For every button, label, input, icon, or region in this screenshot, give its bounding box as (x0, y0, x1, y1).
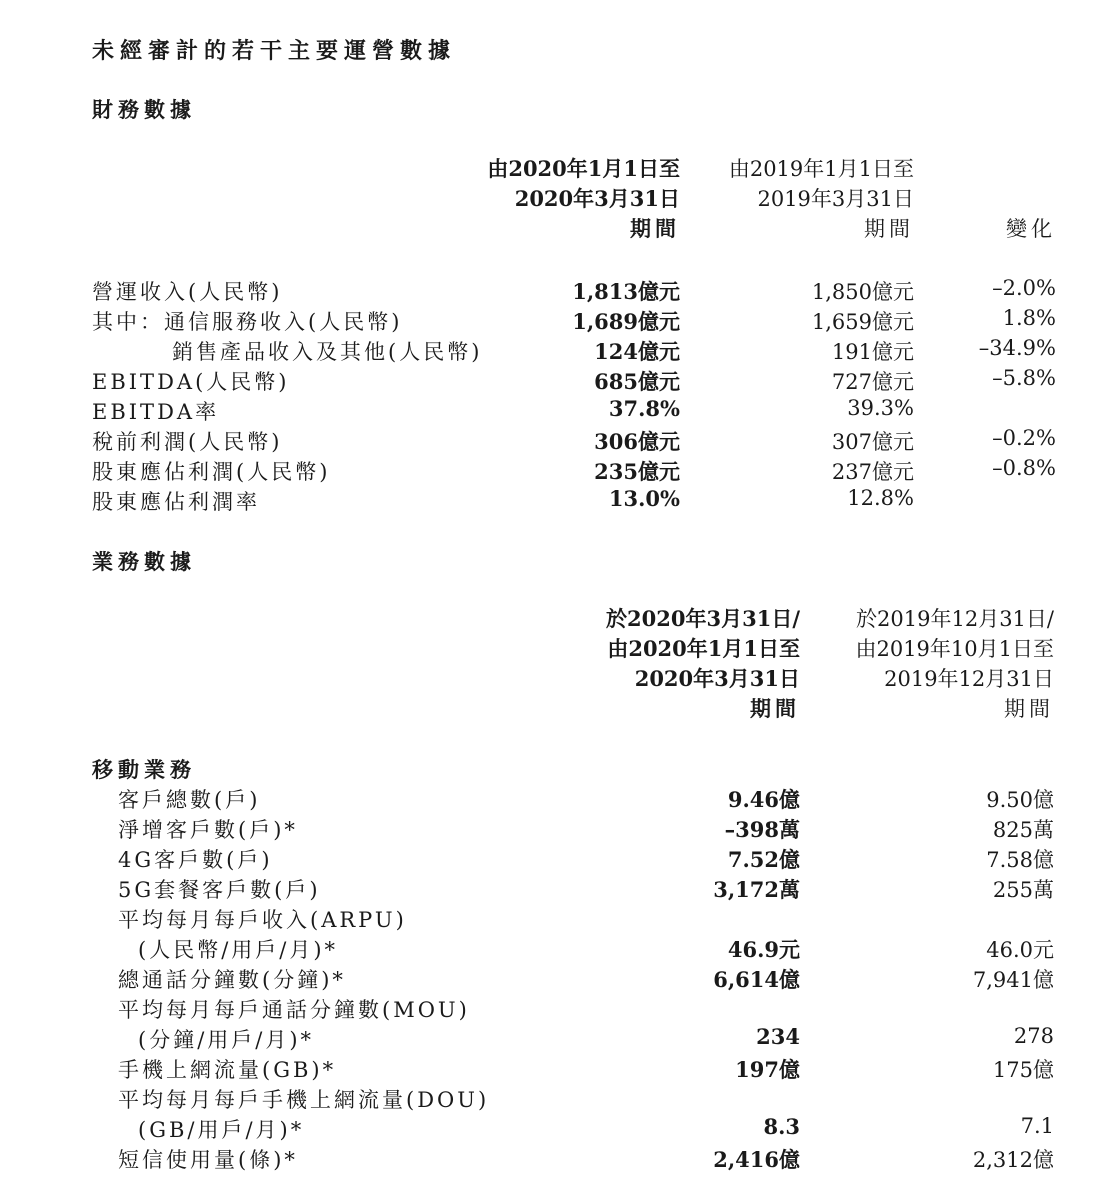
business-row-previous-value: 7.58億 (986, 848, 1054, 872)
financial-row-change: –5.8% (992, 366, 1056, 390)
business-row-label: 短信使用量(條)* (118, 1148, 298, 1172)
financial-header-2019-line1: 由2019年1月1日至 (728, 157, 914, 181)
financial-row-2020-value: 306億元 (594, 429, 680, 454)
business-row-previous-value: 46.0元 (986, 938, 1054, 962)
business-row-current-value: 8.3 (763, 1114, 800, 1139)
page-title: 未經審計的若干主要運營數據 (92, 38, 457, 64)
business-row-previous-value: 255萬 (992, 878, 1054, 902)
financial-row-label: 股東應佔利潤(人民幣) (92, 460, 331, 484)
financial-row-2019-value: 1,659億元 (811, 310, 914, 334)
business-row-current-value: –398萬 (724, 817, 800, 842)
business-heading: 業務數據 (92, 549, 196, 574)
financial-row-change: –0.8% (992, 456, 1056, 480)
business-row-label: 4G客戶數(戶) (118, 848, 273, 872)
financial-row-change: –2.0% (992, 276, 1056, 300)
business-header-previous-line4: 期間 (1004, 697, 1054, 721)
financial-row-label: 營運收入(人民幣) (92, 280, 283, 304)
business-row-current-value: 234 (756, 1024, 800, 1049)
financial-row-2019-value: 191億元 (831, 340, 914, 364)
business-row-previous-value: 9.50億 (986, 788, 1054, 812)
business-row-label: 平均每月每戶收入(ARPU) (118, 908, 407, 932)
financial-row-2020-value: 1,813億元 (572, 279, 680, 304)
business-row-label: 淨增客戶數(戶)* (118, 818, 298, 842)
business-header-previous (855, 604, 1054, 724)
financial-header-2019-line3: 期間 (864, 217, 914, 241)
business-header-current-line3: 2020年3月31日 (634, 666, 800, 691)
financial-row-2020-value: 1,689億元 (572, 309, 680, 334)
financial-row-label: 其中：通信服務收入(人民幣) (92, 310, 403, 334)
financial-row-2020-value: 235億元 (594, 459, 680, 484)
business-row-current-value: 9.46億 (727, 787, 800, 812)
business-row-label: 平均每月每戶通話分鐘數(MOU) (118, 998, 470, 1022)
financial-header-2019 (729, 154, 914, 244)
business-row-previous-value: 2,312億 (972, 1148, 1054, 1172)
business-row-label: 5G套餐客戶數(戶) (118, 878, 321, 902)
business-header-previous-line2: 由2019年10月1日至 (855, 637, 1054, 661)
financial-header-2020-line3: 期間 (630, 216, 680, 241)
business-row-label: 手機上網流量(GB)* (118, 1058, 337, 1082)
business-row-current-value: 46.9元 (727, 937, 800, 962)
financial-header-2020-line1: 由2020年1月1日至 (487, 156, 680, 181)
financial-row-2020-value: 13.0% (608, 486, 680, 511)
business-row-current-value: 2,416億 (713, 1147, 800, 1172)
business-row-label: (GB/用戶/月)* (138, 1118, 305, 1142)
financial-row-label: EBITDA率 (92, 400, 220, 424)
business-row-label: 客戶總數(戶) (118, 788, 261, 812)
business-row-current-value: 3,172萬 (713, 877, 800, 902)
financial-row-label: 股東應佔利潤率 (92, 490, 260, 514)
business-row-previous-value: 825萬 (992, 818, 1054, 842)
business-header-current (606, 604, 800, 724)
financial-heading: 財務數據 (92, 97, 196, 122)
business-header-current-line4: 期間 (750, 696, 800, 721)
financial-row-label: 稅前利潤(人民幣) (92, 430, 283, 454)
financial-row-2019-value: 12.8% (847, 486, 914, 510)
financial-row-change: –0.2% (992, 426, 1056, 450)
financial-row-2020-value: 37.8% (608, 396, 680, 421)
financial-header-2019-line2: 2019年3月31日 (757, 187, 914, 211)
financial-row-2020-value: 685億元 (594, 369, 680, 394)
business-row-previous-value: 278 (1013, 1024, 1054, 1048)
business-row-current-value: 197億 (735, 1057, 800, 1082)
financial-header-2020 (487, 154, 680, 244)
financial-header-change: 變化 (1006, 217, 1056, 241)
business-row-label: (人民幣/用戶/月)* (138, 938, 339, 962)
financial-row-2019-value: 1,850億元 (811, 280, 914, 304)
business-header-current-line2: 由2020年1月1日至 (607, 636, 800, 661)
business-header-current-line1: 於2020年3月31日/ (606, 606, 800, 631)
financial-row-2019-value: 307億元 (831, 430, 914, 454)
financial-row-2019-value: 237億元 (831, 460, 914, 484)
financial-row-2019-value: 727億元 (831, 370, 914, 394)
business-row-current-value: 7.52億 (727, 847, 800, 872)
business-row-label: 總通話分鐘數(分鐘)* (118, 968, 346, 992)
financial-row-2019-value: 39.3% (847, 396, 914, 420)
financial-row-change: –34.9% (978, 336, 1056, 360)
business-row-label: 平均每月每戶手機上網流量(DOU) (118, 1088, 490, 1112)
business-header-previous-line3: 2019年12月31日 (884, 667, 1054, 691)
business-row-current-value: 6,614億 (713, 967, 800, 992)
mobile-business-heading: 移動業務 (92, 757, 196, 782)
financial-row-change: 1.8% (1002, 306, 1056, 330)
financial-row-label: 銷售產品收入及其他(人民幣) (172, 340, 483, 364)
financial-header-2020-line2: 2020年3月31日 (514, 186, 680, 211)
business-row-previous-value: 175億 (992, 1058, 1054, 1082)
business-row-label: (分鐘/用戶/月)* (138, 1028, 315, 1052)
financial-row-2020-value: 124億元 (594, 339, 680, 364)
financial-row-label: EBITDA(人民幣) (92, 370, 290, 394)
business-row-previous-value: 7.1 (1020, 1114, 1054, 1138)
business-row-previous-value: 7,941億 (972, 968, 1054, 992)
business-header-previous-line1: 於2019年12月31日/ (856, 607, 1054, 631)
